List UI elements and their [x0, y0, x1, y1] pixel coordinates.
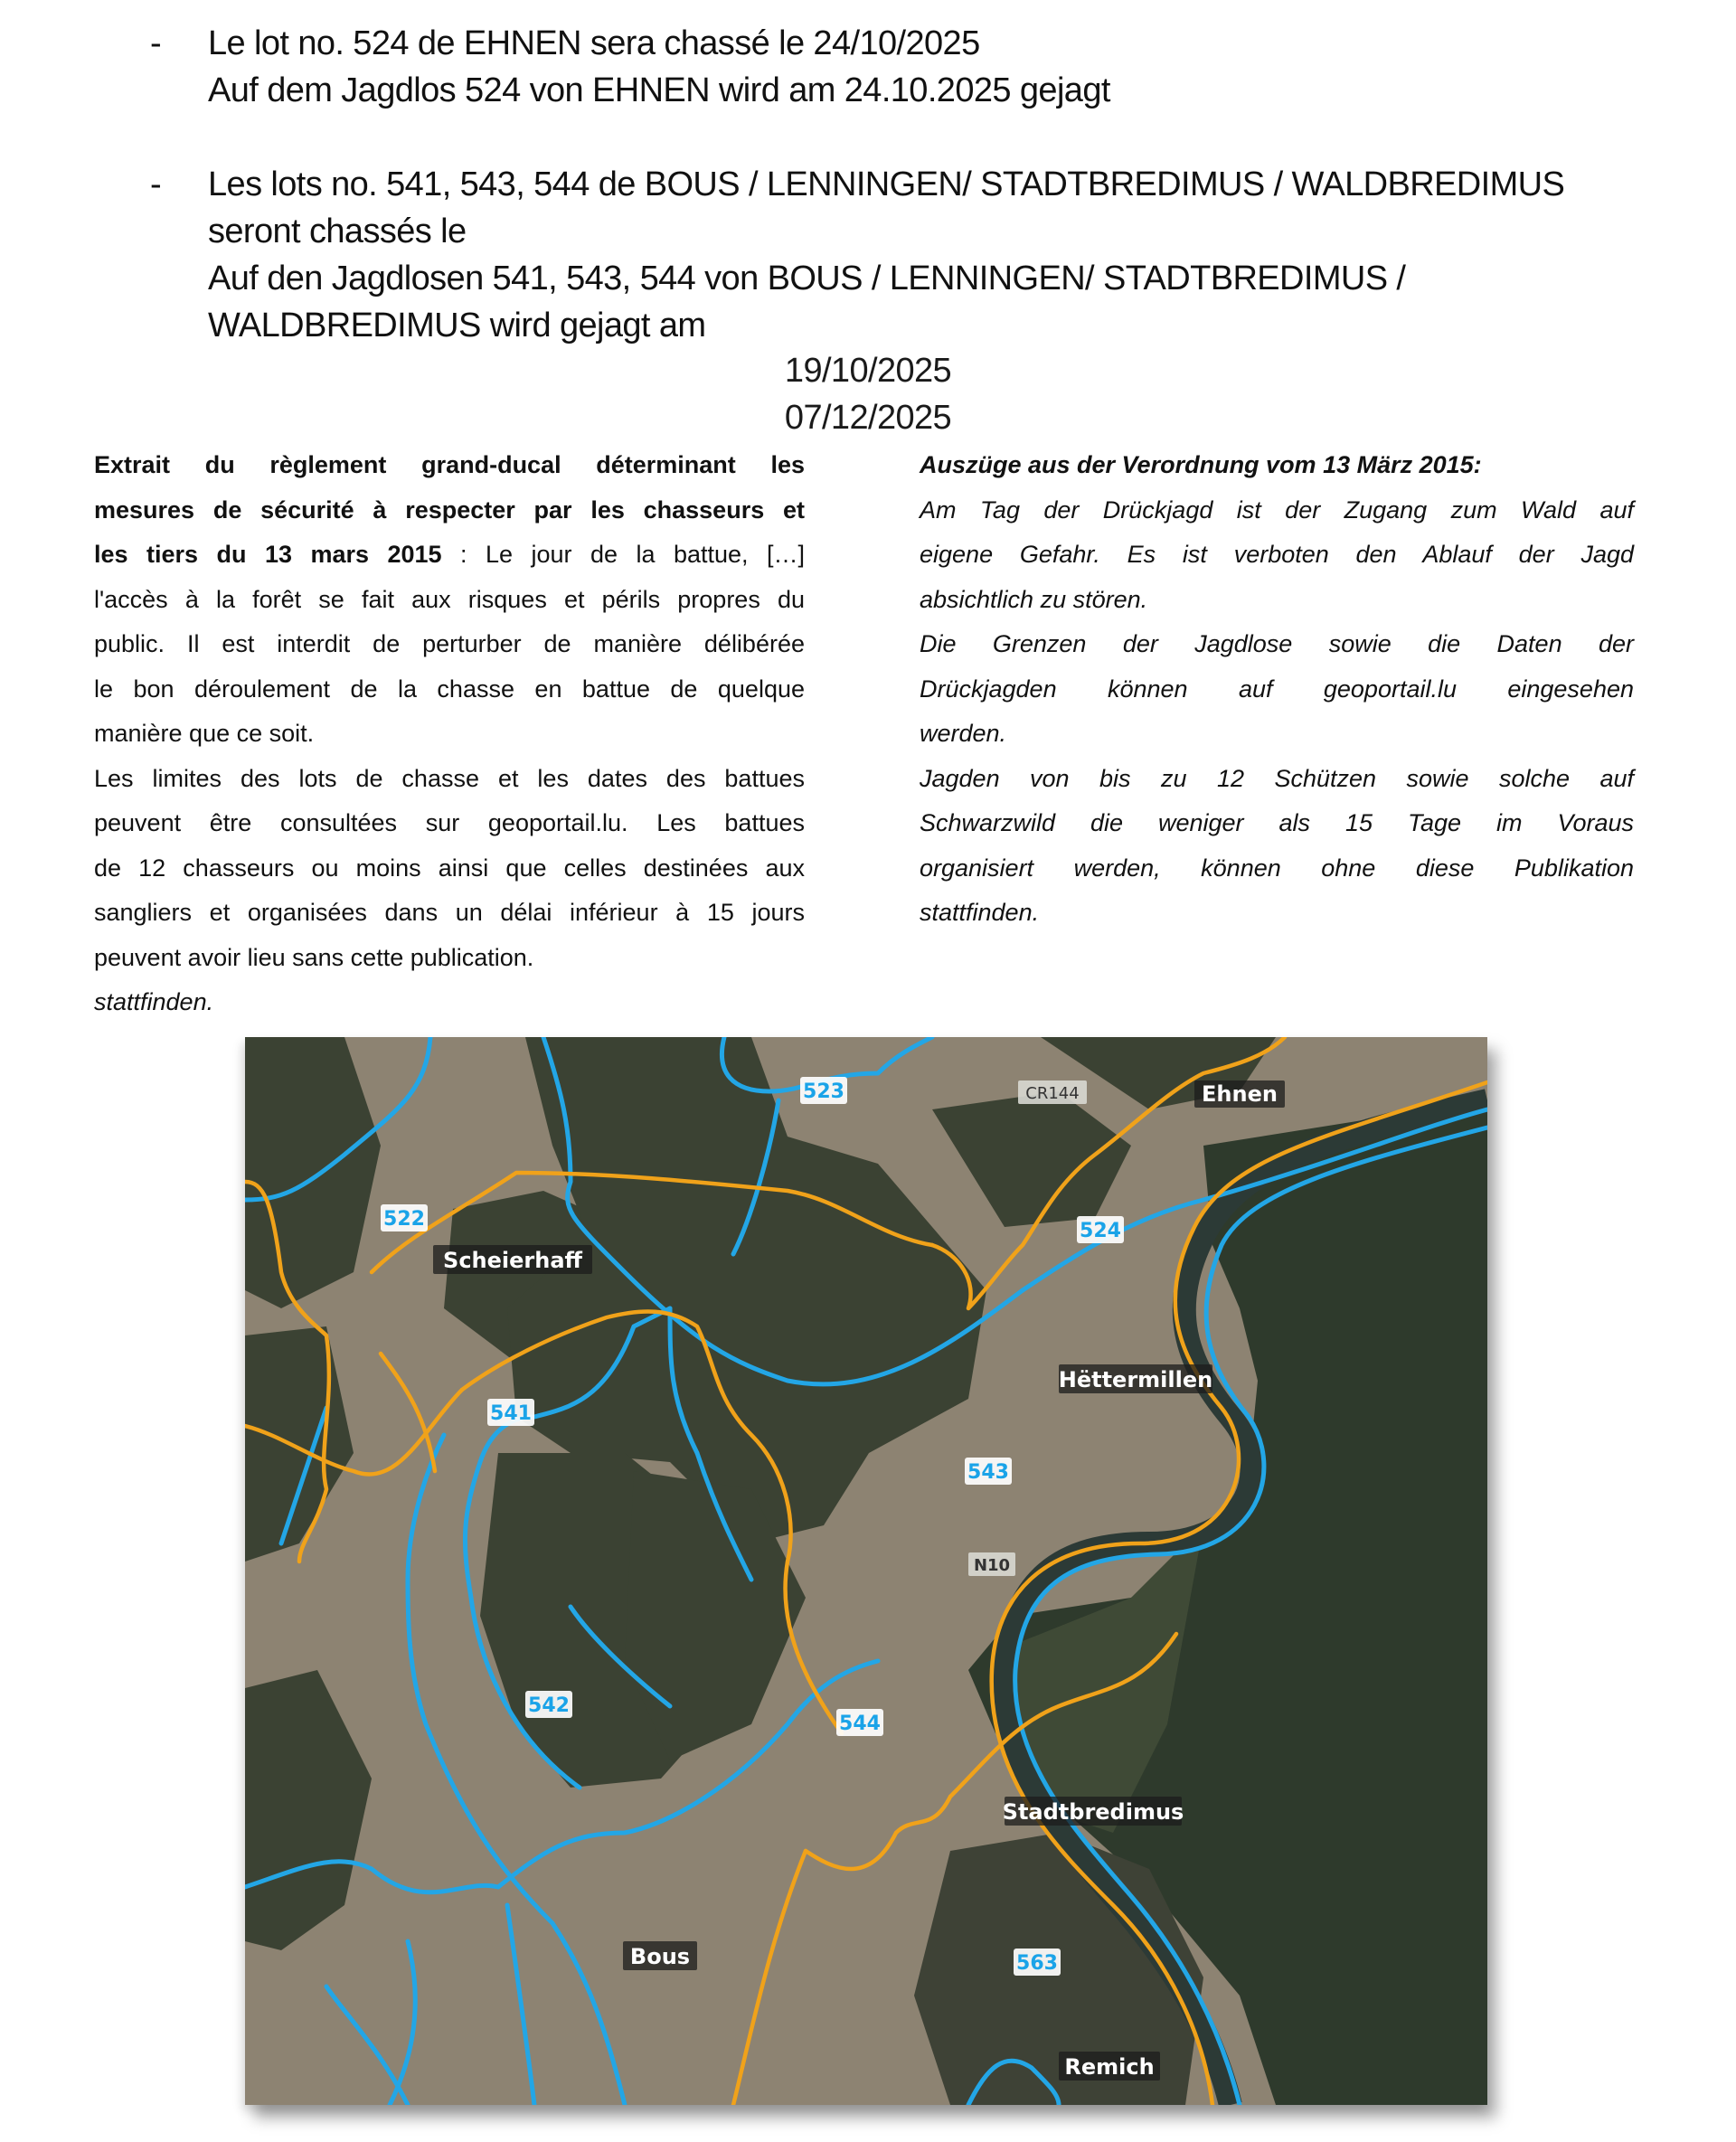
svg-text:544: 544: [839, 1713, 881, 1735]
svg-text:Hëttermillen: Hëttermillen: [1058, 1367, 1213, 1392]
svg-text:563: 563: [1016, 1952, 1058, 1975]
svg-text:542: 542: [528, 1694, 570, 1717]
place-label-scheierhaff: [433, 1245, 592, 1274]
lot-label-543: [965, 1458, 1012, 1485]
svg-text:543: 543: [967, 1461, 1009, 1484]
extract-de-line: Jagden von bis zu 12 Schützen sowie solche auf: [920, 764, 1634, 792]
extract-de-line: eigene Gefahr. Es ist verboten den Ablauf der Jagd: [920, 541, 1634, 568]
extract-fr-line: de 12 chasseurs ou moins ainsi que celles destinées aux: [94, 854, 805, 882]
extract-fr-line: Les limites des lots de chasse et les dates des battues: [94, 764, 805, 792]
notice-de-text: Auf dem Jagdlos 524 von EHNEN wird am 24.10.2025 gejagt: [208, 71, 1110, 109]
extract-french: [94, 443, 805, 1025]
svg-text:Scheierhaff: Scheierhaff: [443, 1248, 582, 1273]
lot-label-544: [836, 1709, 883, 1736]
extract-fr-line: manière que ce soit.: [94, 720, 315, 747]
svg-text:Ehnen: Ehnen: [1202, 1081, 1278, 1107]
hunt-date-1: 19/10/2025: [784, 352, 952, 390]
notice-fr-text: Le lot no. 524 de EHNEN sera chassé le 24/10/2025: [208, 24, 980, 62]
lot-label-524: [1077, 1216, 1124, 1243]
extract-fr-line: les tiers du 13 mars 2015 : Le jour de la battue, […]: [94, 541, 806, 568]
extract-de-line: werden.: [920, 720, 1007, 747]
svg-text:Remich: Remich: [1064, 2054, 1155, 2080]
svg-text:N10: N10: [973, 1556, 1011, 1575]
extract-de-line: Die Grenzen der Jagdlose sowie die Daten der: [920, 630, 1634, 657]
lot-label-523: [800, 1077, 847, 1104]
extract-fr-line: public. Il est interdit de perturber de manière délibérée: [94, 630, 805, 657]
extract-de-line: absichtlich zu stören.: [920, 585, 1148, 613]
hunting-lots-map: [245, 1037, 1487, 2105]
extract-de-line: stattfinden.: [920, 899, 1040, 926]
place-label-ehnen: [1194, 1080, 1285, 1108]
extract-de-line: Am Tag der Drückjagd ist der Zugang zum Wald auf: [920, 495, 1634, 524]
svg-text:Bous: Bous: [629, 1944, 691, 1969]
svg-text:541: 541: [490, 1402, 532, 1425]
svg-text:524: 524: [1080, 1220, 1121, 1242]
lot-label-522: [381, 1204, 428, 1231]
bullet-dash: -: [150, 165, 162, 203]
extract-fr-stray-word: stattfinden.: [94, 988, 214, 1015]
notice-fr-line1: Les lots no. 541, 543, 544 de BOUS / LENNINGEN/ STADTBREDIMUS / WALDBREDIMUS: [208, 165, 1565, 203]
place-label-stadtbredimus: [1003, 1797, 1184, 1826]
extract-german: [920, 443, 1634, 936]
extract-fr-line: mesures de sécurité à respecter par les chasseurs et: [94, 495, 805, 524]
road-label-n10: [968, 1552, 1015, 1576]
svg-text:522: 522: [383, 1208, 425, 1231]
lot-label-542: [525, 1691, 572, 1718]
notice-fr-line2: seront chassés le: [208, 212, 467, 250]
extract-fr-line: l'accès à la forêt se fait aux risques et périls propres du: [94, 585, 805, 613]
lot-label-541: [487, 1399, 534, 1426]
place-label-hettermillen: [1059, 1364, 1212, 1393]
notice-de-line2: WALDBREDIMUS wird gejagt am: [208, 307, 706, 344]
svg-text:CR144: CR144: [1025, 1084, 1080, 1103]
place-label-remich: [1059, 2052, 1160, 2081]
extract-fr-line: sangliers et organisées dans un délai inférieur à 15 jours: [94, 899, 805, 926]
extract-de-heading: Auszüge aus der Verordnung vom 13 März 2015:: [920, 451, 1482, 478]
extract-de-line: organisiert werden, können ohne diese Publikation: [920, 854, 1634, 882]
notice-de-line1: Auf den Jagdlosen 541, 543, 544 von BOUS / LENNINGEN/ STADTBREDIMUS /: [208, 259, 1406, 297]
extract-fr-line: peuvent avoir lieu sans cette publication.: [94, 943, 534, 971]
map-canvas: [245, 1037, 1487, 2105]
svg-text:523: 523: [803, 1080, 844, 1103]
extract-de-line: Drückjagden können auf geoportail.lu eingesehen: [920, 675, 1634, 703]
extract-fr-line: Extrait du règlement grand-ducal déterminant les: [94, 451, 805, 478]
place-label-bous: [623, 1941, 697, 1970]
extract-de-line: Schwarzwild die weniger als 15 Tage im Voraus: [920, 809, 1634, 836]
extract-fr-line: peuvent être consultées sur geoportail.lu. Les battues: [94, 809, 805, 836]
lot-label-563: [1014, 1949, 1061, 1976]
extract-fr-line: le bon déroulement de la chasse en battue de quelque: [94, 675, 805, 703]
road-label-cr144: [1018, 1080, 1087, 1104]
bullet-dash: -: [150, 24, 162, 62]
hunt-date-2: 07/12/2025: [784, 399, 952, 437]
svg-text:Stadtbredimus: Stadtbredimus: [1002, 1799, 1184, 1825]
